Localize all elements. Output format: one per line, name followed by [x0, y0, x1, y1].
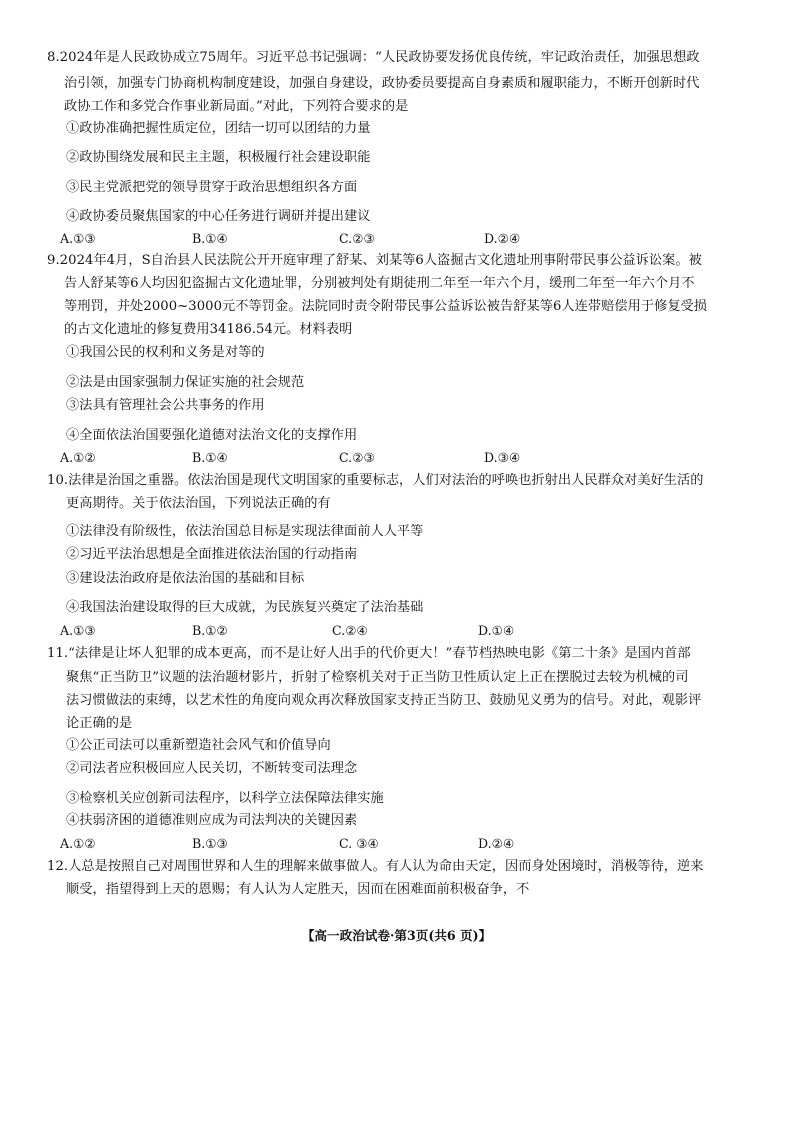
- q9-stem-line-2: 告人舒某等6人均因犯盗掘古文化遗址罪，分别被判处有期徒刑二年至一年六个月，缓刑二年至一年六个月不: [64, 276, 695, 291]
- q11-option-b: B.①③: [192, 836, 228, 851]
- q9-option-c: C.②③: [339, 450, 375, 465]
- q10-option-c: C.②④: [332, 623, 368, 638]
- q10-stem-line-1: 10.法律是治国之重器。依法治国是现代文明国家的重要标志，人们对法治的呼唤也折射出人民群众对美好生活的: [47, 473, 704, 488]
- q9-item-1: ①我国公民的权利和义务是对等的: [66, 345, 265, 360]
- q10-option-a: A.①③: [60, 623, 96, 638]
- q9-stem-line-4: 的古文化遗址的修复费用34186.54元。材料表明: [64, 322, 353, 337]
- q11-option-d: D.②④: [478, 836, 515, 851]
- q8-item-2: ②政协围绕发展和民主主题，积极履行社会建设职能: [66, 150, 371, 165]
- q8-options: [60, 231, 700, 247]
- q9-option-a: A.①②: [60, 450, 96, 465]
- q8-option-a: A.①③: [60, 231, 96, 246]
- q11-stem-line-4: 论正确的是: [66, 716, 133, 731]
- q11-option-c: C. ③④: [339, 836, 379, 851]
- q10-item-4: ④我国法治建设取得的巨大成就，为民族复兴奠定了法治基础: [66, 600, 424, 615]
- q10-item-2: ②习近平法治思想是全面推进依法治国的行动指南: [66, 547, 358, 562]
- q8-option-d: D.②④: [484, 231, 521, 246]
- q10-item-3: ③建设法治政府是依法治国的基础和目标: [66, 571, 305, 586]
- q12-stem-line-1: 12.人总是按照自己对周围世界和人生的理解来做事做人。有人认为命由天定，因而身处困境时，消极等待，逆来: [47, 859, 704, 874]
- q9-item-3: ③法具有管理社会公共事务的作用: [66, 398, 265, 413]
- q9-option-b: B.①④: [192, 450, 228, 465]
- q11-stem-line-1: 11.“法律是让坏人犯罪的成本更高，而不是让好人出手的代价更大！”春节档热映电影《第二十条》是国内首部: [47, 646, 691, 661]
- q9-item-2: ②法是由国家强制力保证实施的社会规范: [66, 375, 305, 390]
- page-footer: 【高一政治试卷·第3页(共6 页)】: [301, 928, 492, 943]
- q11-option-a: A.①②: [60, 836, 96, 851]
- q11-item-3: ③检察机关应创新司法程序，以科学立法保障法律实施: [66, 791, 384, 806]
- q10-item-1: ①法律没有阶级性，依法治国总目标是实现法律面前人人平等: [66, 524, 424, 539]
- q8-option-b: B.①④: [192, 231, 228, 246]
- q11-item-2: ②司法者应积极回应人民关切，不断转变司法理念: [66, 761, 358, 776]
- q9-options: [60, 450, 700, 466]
- q11-stem-line-2: 聚焦“正当防卫”议题的法治题材影片，折射了检察机关对于正当防卫性质认定上正在摆脱过去较为机械的司: [66, 670, 689, 685]
- q8-item-3: ③民主党派把党的领导贯穿于政治思想组织各方面: [66, 180, 358, 195]
- q8-option-c: C.②③: [339, 231, 375, 246]
- q8-stem-line-1: 8.2024年是人民政协成立75周年。习近平总书记强调：“人民政协要发扬优良传统，牢记政治责任，加强思想政: [47, 50, 700, 65]
- q10-stem-line-2: 更高期待。关于依法治国，下列说法正确的有: [66, 496, 331, 511]
- q9-stem-line-3: 等刑罚，并处2000~3000元不等罚金。法院同时责令附带民事公益诉讼被告舒某等6人连带赔偿用于修复受损: [64, 299, 708, 314]
- q11-stem-line-3: 法习惯做法的束缚，以艺术性的角度向观众再次释放国家支持正当防卫、鼓励见义勇为的信号。对此，观影评: [66, 693, 702, 708]
- q11-item-1: ①公正司法可以重新塑造社会风气和价值导向: [66, 738, 331, 753]
- q8-stem-line-2: 治引领，加强专门协商机构制度建设，加强自身建设，政协委员要提高自身素质和履职能力，不断开创新时代: [64, 76, 700, 91]
- q11-options: [60, 836, 700, 852]
- q8-item-1: ①政协准确把握性质定位，团结一切可以团结的力量: [66, 121, 371, 136]
- q9-option-d: D.③④: [484, 450, 521, 465]
- q11-item-4: ④扶弱济困的道德准则应成为司法判决的关键因素: [66, 813, 358, 828]
- q10-option-d: D.①④: [478, 623, 515, 638]
- q9-stem-line-1: 9.2024年4月，S自治县人民法院公开开庭审理了舒某、刘某等6人盗掘古文化遗址刑事附带民事公益诉讼案。被: [47, 253, 702, 268]
- q9-item-4: ④全面依法治国要强化道德对法治文化的支撑作用: [66, 428, 358, 443]
- q8-item-4: ④政协委员聚焦国家的中心任务进行调研并提出建议: [66, 209, 371, 224]
- q10-option-b: B.①②: [192, 623, 228, 638]
- q10-options: [60, 623, 700, 639]
- q12-stem-line-2: 顺受，指望得到上天的恩赐；有人认为人定胜天，因而在困难面前积极奋争，不: [66, 882, 530, 897]
- q8-stem-line-3: 政协工作和多党合作事业新局面。”对此，下列符合要求的是: [64, 99, 409, 114]
